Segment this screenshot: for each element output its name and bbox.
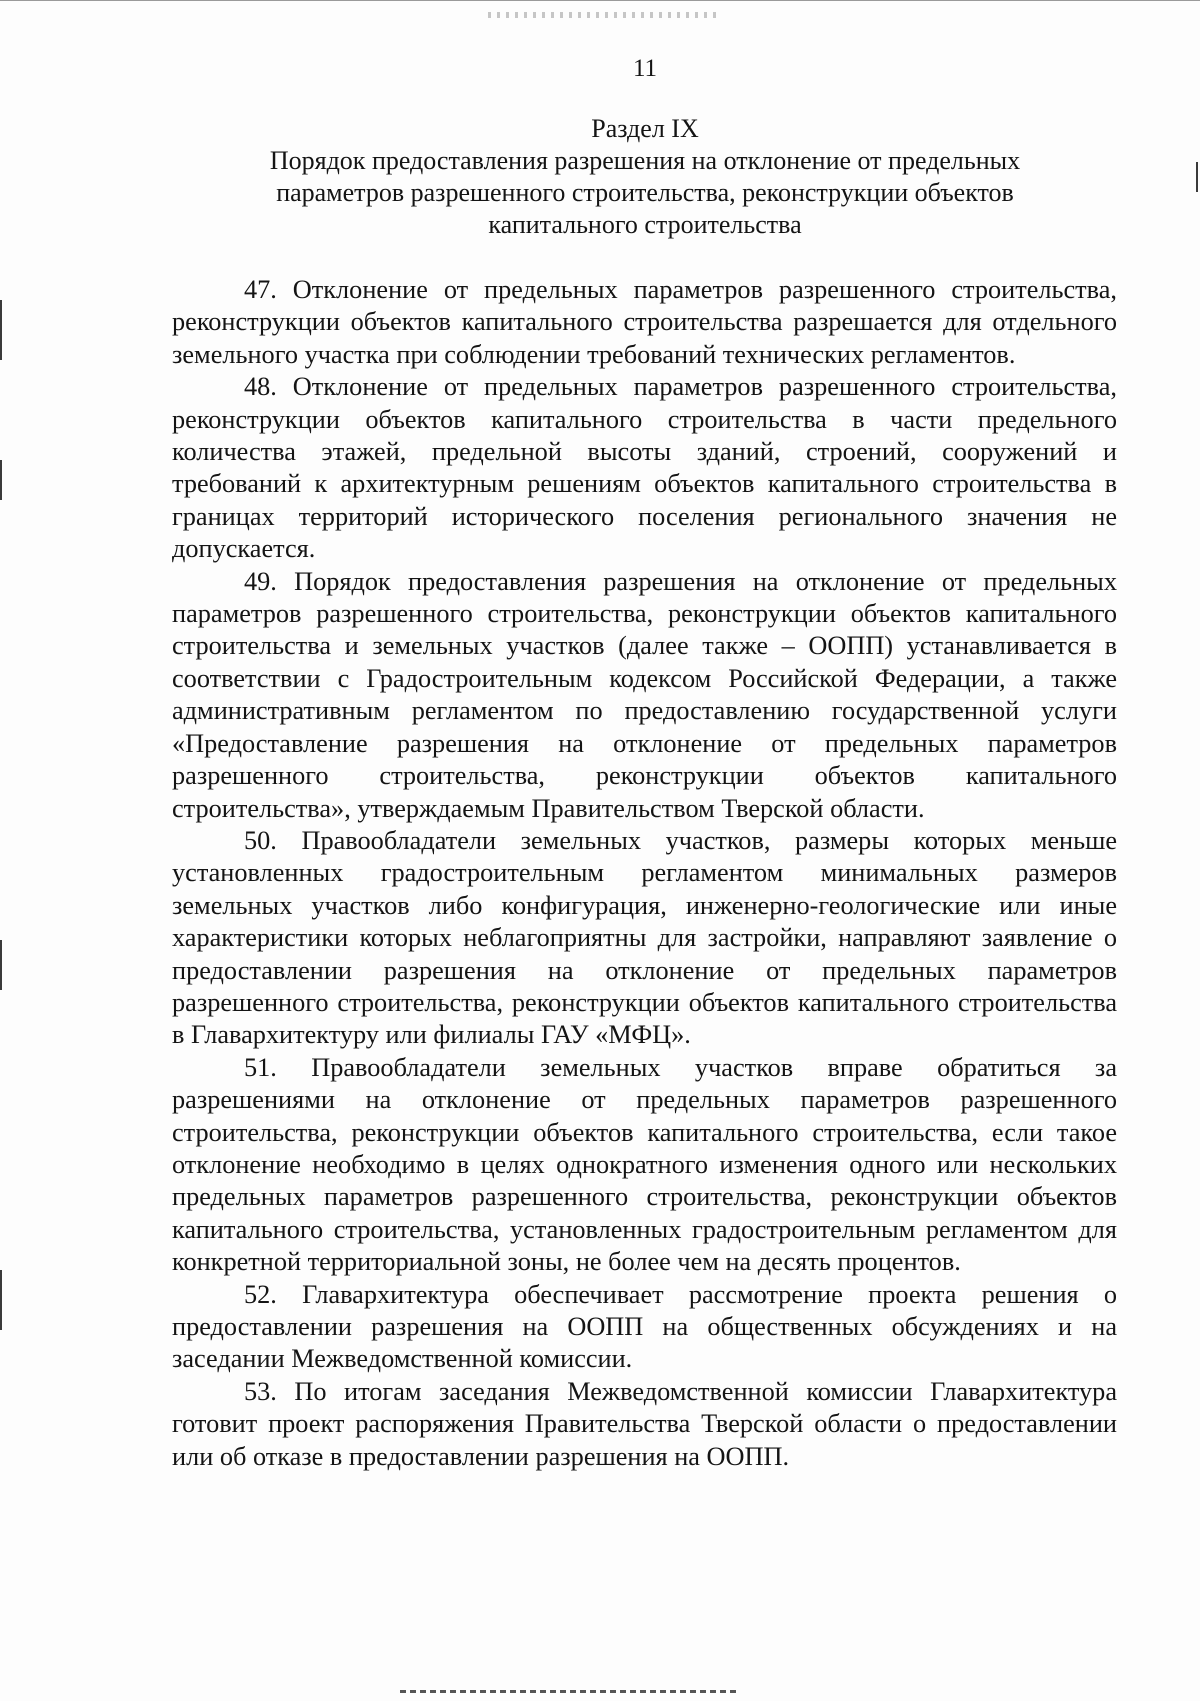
scan-noise — [400, 1690, 740, 1693]
scan-noise — [488, 12, 718, 18]
section-label: Раздел IX — [591, 114, 699, 143]
page-number: 11 — [632, 55, 658, 82]
paragraph-51: 51. Правообладатели земельных участков вправе обратиться за разрешениями на отклонение от предельных параметров разрешенного строительства, реконструкции объектов капитального строительства, если такое отклонение необходимо в целях однократного изменения одного или нескольких предельных параметров разрешенного строительства, реконструкции объектов капитального строительства, установленных градостроительным регламентом для конкретной территориальной зоны, не более чем на десять процентов. — [172, 1052, 1117, 1277]
paragraph-53: 53. По итогам заседания Межведомственной комиссии Главархитектура готовит проект распоряжения Правительства Тверской области о предоставлении или об отказе в предоставлении разрешения на ООПП. — [172, 1376, 1117, 1471]
paragraph-47: 47. Отклонение от предельных параметров разрешенного строительства, реконструкции объектов капитального строительства разрешается для отдельного земельного участка при соблюдении требований технических регламентов. — [172, 275, 1117, 369]
scan-edge-mark — [0, 460, 2, 500]
scan-edge-mark — [0, 300, 2, 360]
paragraph-50: 50. Правообладатели земельных участков, размеры которых меньше установленных градостроительным регламентом минимальных размеров земельных участков либо конфигурация, инженерно-геологические или иные характеристики которых неблагоприятны для застройки, направляют заявление о предоставлении разрешения на отклонение от предельных параметров разрешенного строительства, реконструкции объектов капитального строительства в Главархитектуру или филиалы ГАУ «МФЦ». — [172, 825, 1117, 1050]
paragraph-49: 49. Порядок предоставления разрешения на отклонение от предельных параметров разрешенного строительства, реконструкции объектов капитального строительства и земельных участков (далее также – ООПП) устанавливается в соответствии с Градостроительным кодексом Российской Федерации, а также административным регламентом по предоставлению государственной услуги «Предоставление разрешения на отклонение от предельных параметров разрешенного строительства, реконструкции объектов капитального строительства», утверждаемым Правительством Тверской области. — [172, 566, 1117, 823]
section-title: Порядок предоставления разрешения на отклонение от предельных параметров разрешенного строительства, реконструкции объектов капитального строительства — [269, 146, 1021, 239]
paragraph-48: 48. Отклонение от предельных параметров разрешенного строительства, реконструкции объектов капитального строительства в части предельного количества этажей, предельной высоты зданий, строений, сооружений и требований к архитектурным решениям объектов капитального строительства в границах территорий исторического поселения регионального значения не допускается. — [172, 372, 1117, 564]
section-header — [220, 113, 1070, 241]
scan-edge-mark — [0, 1270, 2, 1330]
document-body — [172, 274, 1117, 1473]
scan-edge-mark — [1196, 162, 1198, 192]
scan-edge-mark — [0, 940, 2, 990]
paragraph-52: 52. Главархитектура обеспечивает рассмотрение проекта решения о предоставлении разрешения на ООПП на общественных обсуждениях и на заседании Межведомственной комиссии. — [172, 1279, 1117, 1374]
scan-edge-line — [0, 0, 1200, 1]
